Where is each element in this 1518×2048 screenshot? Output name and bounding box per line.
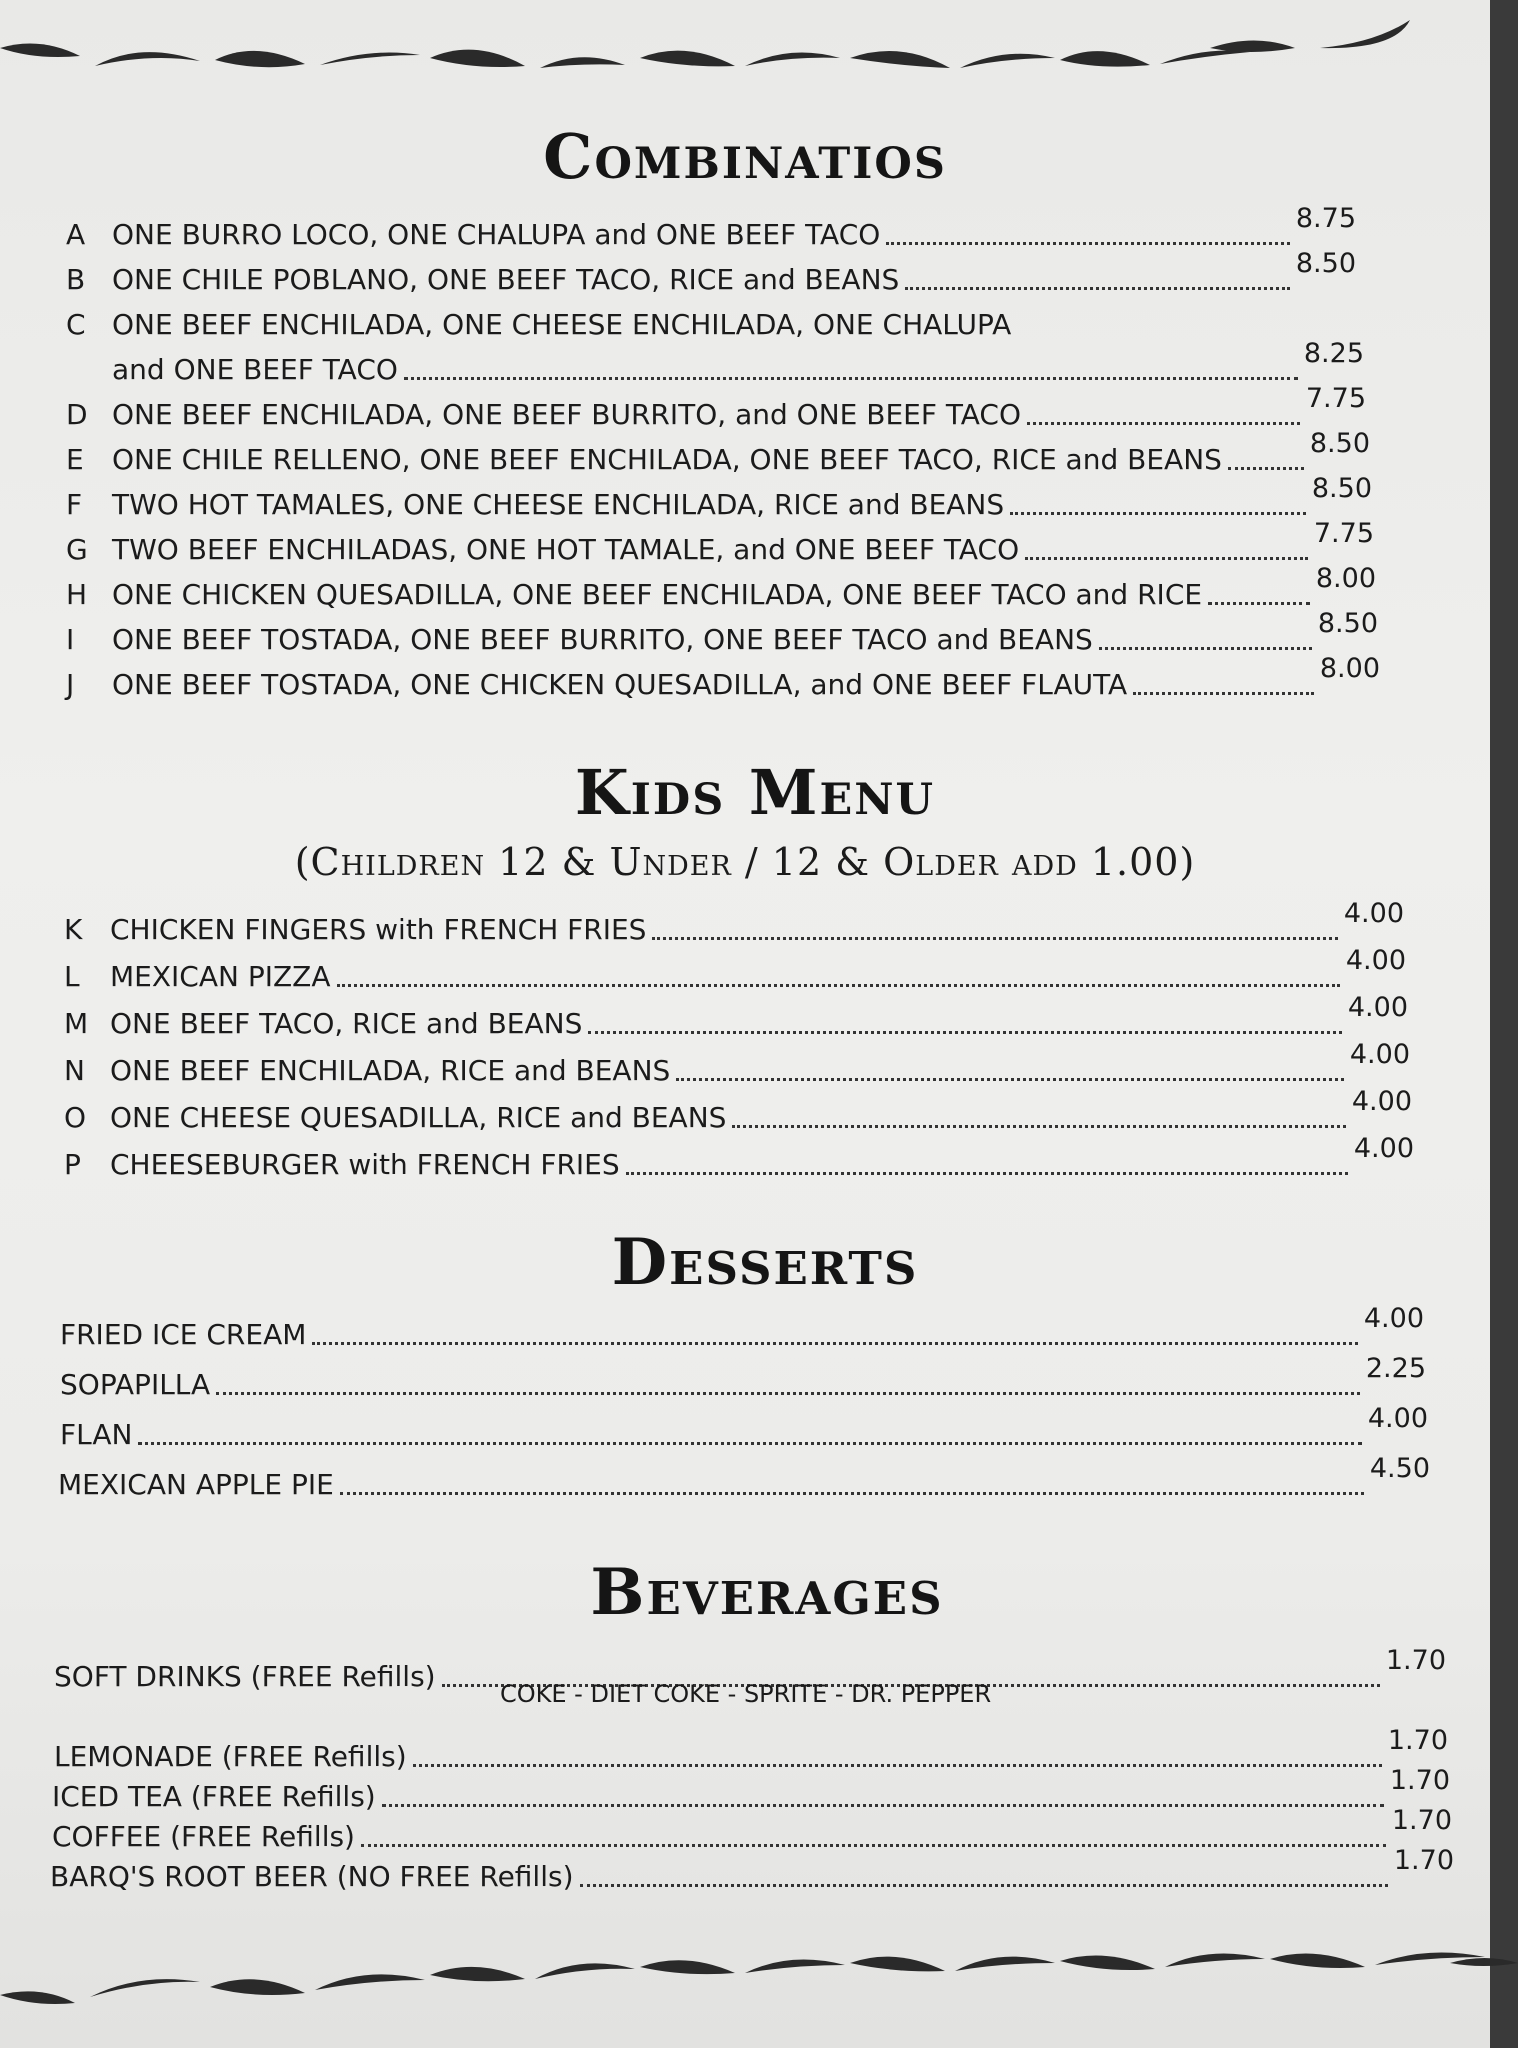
beverage-item-root-beer [50, 1845, 1454, 1894]
menu-item-b [66, 248, 1356, 297]
item-description: ONE CHEESE QUESADILLA, RICE and BEANS [110, 1101, 727, 1134]
dessert-item-sopapilla [60, 1353, 1426, 1402]
item-letter: H [66, 578, 88, 611]
item-price: 1.70 [1389, 1765, 1450, 1796]
item-price: 8.50 [1311, 473, 1372, 504]
item-description: ONE BEEF ENCHILADA, RICE and BEANS [110, 1054, 671, 1087]
item-price: 4.00 [1363, 1303, 1424, 1334]
dot-leader [382, 1804, 1384, 1807]
dot-leader [905, 287, 1290, 290]
dot-leader [676, 1078, 1344, 1081]
dot-leader [886, 242, 1290, 245]
item-description-continued: and ONE BEEF TACO [112, 353, 398, 386]
item-letter: C [66, 308, 86, 341]
item-letter: G [66, 533, 88, 566]
item-description: SOFT DRINKS (FREE Refills) [54, 1660, 436, 1693]
item-price: 1.70 [1393, 1845, 1454, 1876]
dot-leader [138, 1442, 1361, 1445]
menu-item-j [66, 653, 1380, 702]
menu-item-g [66, 518, 1374, 567]
dot-leader [404, 377, 1298, 380]
desserts-heading: Desserts [611, 1225, 919, 1300]
item-price: 4.00 [1343, 898, 1404, 929]
item-description: ONE CHICKEN QUESADILLA, ONE BEEF ENCHILADA, ONE BEEF TACO and RICE [112, 578, 1203, 611]
dot-leader [361, 1844, 1386, 1847]
item-price: 8.50 [1317, 608, 1378, 639]
item-description: CHEESEBURGER with FRENCH FRIES [110, 1148, 620, 1181]
dot-leader [1228, 467, 1304, 470]
item-letter: L [64, 960, 80, 993]
item-price: 7.75 [1305, 383, 1366, 414]
item-price: 4.00 [1345, 945, 1406, 976]
dessert-item-mexican-apple-pie [58, 1453, 1430, 1502]
menu-item-o [64, 1086, 1412, 1135]
menu-item-p [64, 1133, 1414, 1182]
item-price: 2.25 [1365, 1353, 1426, 1384]
item-description: ONE CHILE POBLANO, ONE BEEF TACO, RICE and BEANS [112, 263, 900, 296]
item-description: ONE BEEF TACO, RICE and BEANS [110, 1007, 583, 1040]
item-letter: J [66, 668, 75, 701]
item-description: MEXICAN PIZZA [110, 960, 331, 993]
menu-item-l [64, 945, 1406, 994]
item-description: COFFEE (FREE Refills) [52, 1820, 355, 1853]
dot-leader [652, 937, 1337, 940]
dot-leader [340, 1492, 1364, 1495]
item-price: 1.70 [1387, 1725, 1448, 1756]
item-description: ONE BEEF ENCHILADA, ONE CHEESE ENCHILADA, ONE CHALUPA [112, 308, 1012, 341]
kids-menu-heading: Kids Menu [574, 756, 936, 829]
item-letter: P [64, 1148, 81, 1181]
dot-leader [1027, 422, 1300, 425]
dot-leader [1099, 647, 1312, 650]
item-letter: M [64, 1007, 89, 1040]
item-description: BARQ'S ROOT BEER (NO FREE Refills) [50, 1860, 574, 1893]
item-price: 4.00 [1351, 1086, 1412, 1117]
dot-leader [580, 1884, 1388, 1887]
dot-leader [312, 1342, 1357, 1345]
item-price: 1.70 [1391, 1805, 1452, 1836]
item-price: 4.00 [1349, 1039, 1410, 1070]
item-description: TWO BEEF ENCHILADAS, ONE HOT TAMALE, and ONE BEEF TACO [112, 533, 1020, 566]
item-letter: F [66, 488, 83, 521]
item-description: TWO HOT TAMALES, ONE CHEESE ENCHILADA, RICE and BEANS [112, 488, 1005, 521]
menu-item-e [66, 428, 1370, 477]
menu-item-a [66, 203, 1356, 252]
menu-item-c-line1 [66, 308, 1011, 342]
item-price: 8.00 [1315, 563, 1376, 594]
item-price: 1.70 [1385, 1645, 1446, 1676]
dot-leader [626, 1172, 1348, 1175]
item-price: 8.50 [1295, 248, 1356, 279]
dot-leader [732, 1125, 1345, 1128]
dot-leader [216, 1392, 1360, 1395]
item-price: 4.00 [1367, 1403, 1428, 1434]
dessert-item-flan [60, 1403, 1428, 1452]
item-description: ONE BEEF TOSTADA, ONE CHICKEN QUESADILLA, and ONE BEEF FLAUTA [112, 668, 1128, 701]
dessert-item-fried-ice-cream [60, 1303, 1424, 1352]
menu-item-n [64, 1039, 1410, 1088]
menu-item-f [66, 473, 1372, 522]
item-description: CHICKEN FINGERS with FRENCH FRIES [110, 913, 647, 946]
item-description: SOPAPILLA [60, 1368, 211, 1401]
item-description: ONE BEEF ENCHILADA, ONE BEEF BURRITO, and ONE BEEF TACO [112, 398, 1022, 431]
item-price: 7.75 [1313, 518, 1374, 549]
chili-pepper-border-top [0, 10, 1518, 100]
dot-leader [588, 1031, 1342, 1034]
beverages-heading: Beverages [590, 1555, 944, 1630]
beverage-item-iced-tea [52, 1765, 1450, 1814]
item-letter: N [64, 1054, 85, 1087]
item-price: 8.75 [1295, 203, 1356, 234]
item-letter: B [66, 263, 86, 296]
item-description: ONE BURRO LOCO, ONE CHALUPA and ONE BEEF TACO [112, 218, 881, 251]
item-description: FLAN [60, 1418, 133, 1451]
item-price: 4.50 [1369, 1453, 1430, 1484]
dot-leader [1208, 602, 1310, 605]
menu-item-i [66, 608, 1378, 657]
menu-item-c [66, 338, 1364, 387]
dot-leader [1025, 557, 1308, 560]
item-price: 8.50 [1309, 428, 1370, 459]
beverage-item-coffee [52, 1805, 1452, 1854]
menu-item-h [66, 563, 1376, 612]
item-description: ONE BEEF TOSTADA, ONE BEEF BURRITO, ONE BEEF TACO and BEANS [112, 623, 1093, 656]
item-description: FRIED ICE CREAM [60, 1318, 307, 1351]
menu-item-k [64, 898, 1404, 947]
item-letter: A [66, 218, 86, 251]
item-price: 4.00 [1353, 1133, 1414, 1164]
item-price: 4.00 [1347, 992, 1408, 1023]
item-letter: E [66, 443, 84, 476]
item-description: MEXICAN APPLE PIE [58, 1468, 334, 1501]
soft-drinks-flavors-note: COKE - DIET COKE - SPRITE - DR. PEPPER [500, 1680, 992, 1708]
item-price: 8.25 [1303, 338, 1364, 369]
beverage-item-lemonade [54, 1725, 1448, 1774]
item-letter: I [66, 623, 75, 656]
kids-menu-subtitle: (Children 12 & Under / 12 & Older add 1.00) [294, 840, 1196, 884]
dot-leader [1010, 512, 1306, 515]
item-letter: O [64, 1101, 87, 1134]
item-description: ONE CHILE RELLENO, ONE BEEF ENCHILADA, ONE BEEF TACO, RICE and BEANS [112, 443, 1222, 476]
item-price: 8.00 [1319, 653, 1380, 684]
item-letter: K [64, 913, 83, 946]
dot-leader [413, 1764, 1382, 1767]
item-description: ICED TEA (FREE Refills) [52, 1780, 376, 1813]
dot-leader [1133, 692, 1314, 695]
item-letter: D [66, 398, 88, 431]
menu-item-m [64, 992, 1408, 1041]
item-description: LEMONADE (FREE Refills) [54, 1740, 407, 1773]
chili-pepper-border-bottom [0, 1935, 1518, 2025]
combinations-heading: Combinatios [543, 120, 947, 193]
menu-item-d [66, 383, 1366, 432]
dot-leader [337, 984, 1340, 987]
